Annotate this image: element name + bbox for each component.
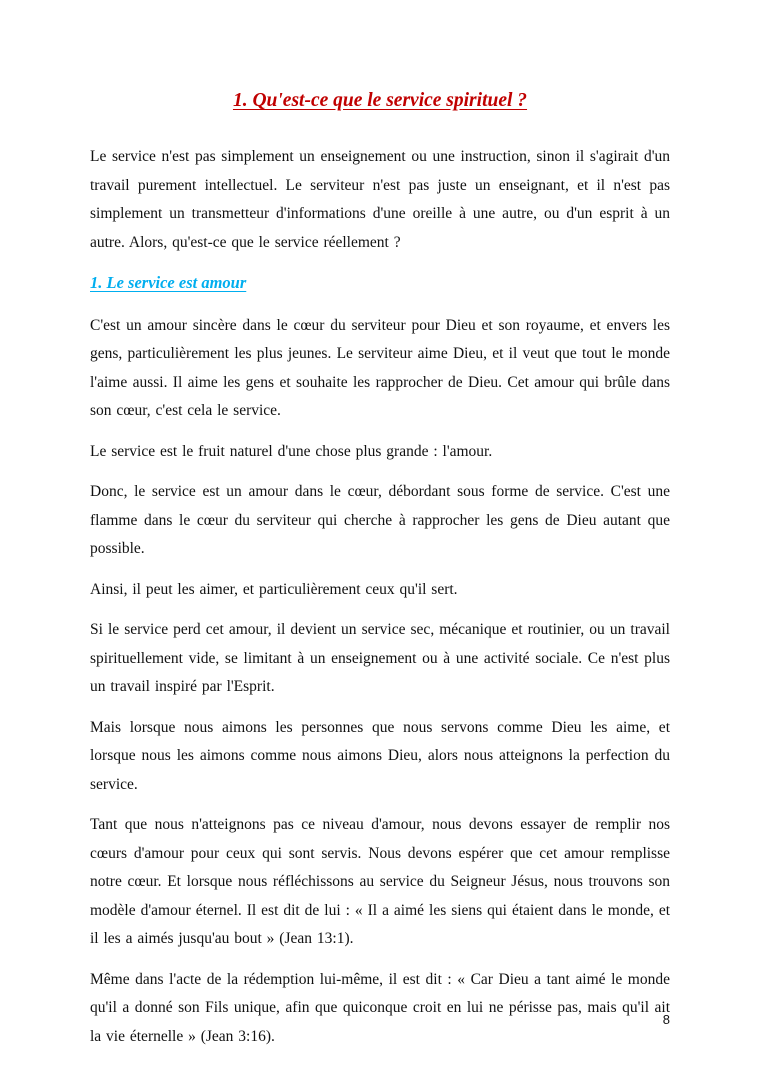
paragraph: Ainsi, il peut les aimer, et particulièrement ceux qu'il sert. xyxy=(90,580,458,598)
paragraph: Tant que nous n'atteignons pas ce niveau d'amour, nous devons essayer de remplir nos cœurs d'amour pour ceux qui sont servis. Nous devons espérer que cet amour remplisse notre cœur. Et lorsque nous réfléchissons au service du Seigneur Jésus, nous trouvons son modèle d'amour éternel. Il est dit de lui : « Il a aimé les siens qui étaient dans le monde, et il les a aimés jusqu'au bout » (Jean 13:1). xyxy=(90,816,670,947)
paragraph: Donc, le service est un amour dans le cœur, débordant sous forme de service. C'est une flamme dans le cœur du serviteur qui cherche à rapprocher les gens de Dieu autant que possible. xyxy=(90,483,670,557)
page-title: 1. Qu'est-ce que le service spirituel ? xyxy=(232,90,528,111)
paragraph: Même dans l'acte de la rédemption lui-même, il est dit : « Car Dieu a tant aimé le monde qu'il a donné son Fils unique, afin que quiconque croit en lui ne périsse pas, mais qu'il ait la vie éternelle » (Jean 3:16). xyxy=(90,970,670,1045)
paragraph: Le service n'est pas simplement un enseignement ou une instruction, sinon il s'agirait d'un travail purement intellectuel. Le serviteur n'est pas juste un enseignant, et il n'est pas simplement un transmetteur d'informations d'une oreille à une autre, ou d'un esprit à un autre. Alors, qu'est-ce que le service réellement ? xyxy=(90,148,670,251)
paragraph: Le service est le fruit naturel d'une chose plus grande : l'amour. xyxy=(90,442,493,460)
paragraph: Si le service perd cet amour, il devient un service sec, mécanique et routinier, ou un travail spirituellement vide, se limitant à un enseignement ou à une activité sociale. Ce n'est plus un travail inspiré par l'Esprit. xyxy=(90,621,670,695)
paragraph: Mais lorsque nous aimons les personnes que nous servons comme Dieu les aime, et lorsque nous les aimons comme nous aimons Dieu, alors nous atteignons la perfection du service. xyxy=(90,718,670,793)
document-body xyxy=(90,143,670,1051)
section-subheading: 1. Le service est amour xyxy=(90,273,247,292)
paragraph: C'est un amour sincère dans le cœur du serviteur pour Dieu et son royaume, et envers les gens, particulièrement les plus jeunes. Le serviteur aime Dieu, et il veut que tout le monde l'aime aussi. Il aime les gens et souhaite les rapprocher de Dieu. Cet amour qui brûle dans son cœur, c'est cela le service. xyxy=(90,316,670,419)
page-number: 8 xyxy=(662,1012,670,1027)
